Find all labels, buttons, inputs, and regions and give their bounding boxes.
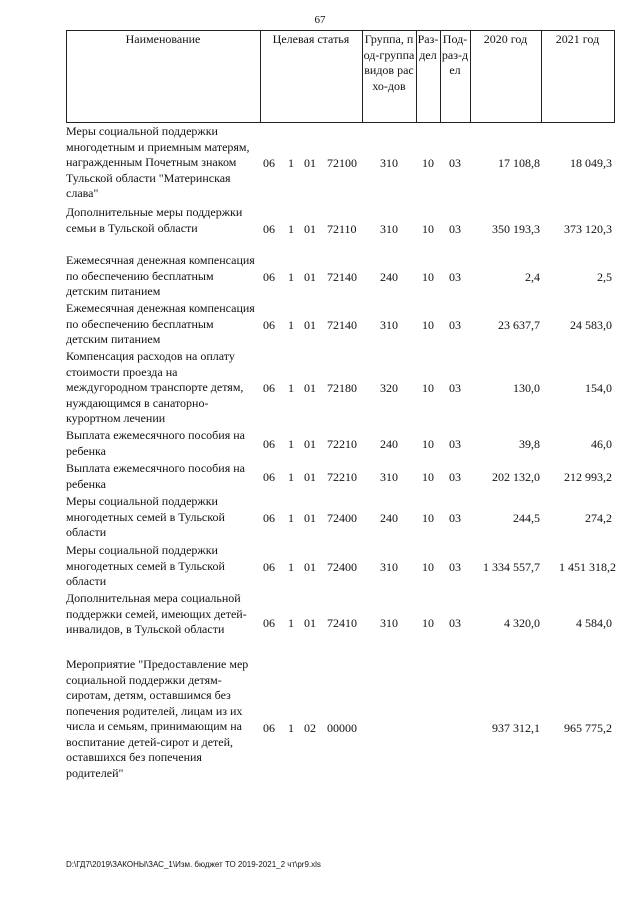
cell-program: 06 xyxy=(263,511,275,525)
cell-section: 10 xyxy=(422,381,434,395)
cell-group: 310 xyxy=(380,616,398,630)
cell-direction: 72410 xyxy=(327,616,357,630)
cell-section: 10 xyxy=(422,222,434,236)
header-name: Наименование xyxy=(125,32,201,46)
file-path-footer: D:\ГД7\2019\ЗАКОНЫ\ЗАС_1\Изм. бюджет ТО 2019-2021_2 чт\pr9.xls xyxy=(66,860,321,869)
cell-2020: 4 320,0 xyxy=(504,616,540,630)
cell-program: 06 xyxy=(263,470,275,484)
cell-event: 01 xyxy=(304,222,316,236)
table-top-border xyxy=(66,30,615,31)
cell-subprogram: 1 xyxy=(288,511,294,525)
cell-direction: 72140 xyxy=(327,270,357,284)
cell-2021: 965 775,2 xyxy=(564,721,612,735)
cell-subsection: 03 xyxy=(449,222,461,236)
header-2020: 2020 год xyxy=(483,32,528,46)
cell-event: 01 xyxy=(304,560,316,574)
cell-program: 06 xyxy=(263,270,275,284)
header-bottom-border xyxy=(66,122,615,123)
cell-subprogram: 1 xyxy=(288,560,294,574)
cell-2021: 154,0 xyxy=(585,381,612,395)
cell-program: 06 xyxy=(263,721,275,735)
cell-2020: 23 637,7 xyxy=(498,318,540,332)
cell-direction: 00000 xyxy=(327,721,357,735)
cell-subprogram: 1 xyxy=(288,270,294,284)
cell-direction: 72180 xyxy=(327,381,357,395)
cell-event: 01 xyxy=(304,156,316,170)
cell-program: 06 xyxy=(263,222,275,236)
cell-group: 310 xyxy=(380,560,398,574)
cell-subsection: 03 xyxy=(449,616,461,630)
row-name: Меры социальной поддержки многодетных семей в Тульской области xyxy=(66,543,225,588)
cell-event: 01 xyxy=(304,270,316,284)
cell-subprogram: 1 xyxy=(288,156,294,170)
cell-event: 02 xyxy=(304,721,316,735)
cell-program: 06 xyxy=(263,318,275,332)
header-section: Раз-дел xyxy=(417,32,439,62)
cell-subsection: 03 xyxy=(449,270,461,284)
col-divider xyxy=(614,30,615,123)
cell-direction: 72210 xyxy=(327,437,357,451)
cell-group: 310 xyxy=(380,318,398,332)
cell-program: 06 xyxy=(263,437,275,451)
cell-section: 10 xyxy=(422,511,434,525)
cell-2021: 24 583,0 xyxy=(570,318,612,332)
cell-subsection: 03 xyxy=(449,156,461,170)
cell-group: 310 xyxy=(380,222,398,236)
cell-direction: 72110 xyxy=(327,222,357,236)
row-name: Выплата ежемесячного пособия на ребенка xyxy=(66,428,245,458)
cell-section: 10 xyxy=(422,156,434,170)
cell-group: 240 xyxy=(380,270,398,284)
cell-program: 06 xyxy=(263,560,275,574)
cell-2020: 39,8 xyxy=(519,437,540,451)
row-name: Дополнительные меры поддержки семьи в Тульской области xyxy=(66,205,243,235)
cell-2020: 1 334 557,7 xyxy=(483,560,540,574)
cell-subsection: 03 xyxy=(449,560,461,574)
cell-program: 06 xyxy=(263,616,275,630)
cell-event: 01 xyxy=(304,470,316,484)
cell-section: 10 xyxy=(422,616,434,630)
cell-subsection: 03 xyxy=(449,470,461,484)
cell-group: 320 xyxy=(380,381,398,395)
page-number: 67 xyxy=(314,14,326,26)
cell-program: 06 xyxy=(263,156,275,170)
header-2021: 2021 год xyxy=(555,32,600,46)
cell-subsection: 03 xyxy=(449,437,461,451)
header-expense-group: Группа, под-группа видов расхо-дов xyxy=(363,32,415,93)
cell-section: 10 xyxy=(422,318,434,332)
cell-subsection: 03 xyxy=(449,318,461,332)
row-name: Компенсация расходов на оплату стоимости проезда на междугородном транспорте детям, нуждающимся в санаторно-курортном лечении xyxy=(66,349,244,425)
cell-direction: 72400 xyxy=(327,560,357,574)
cell-subprogram: 1 xyxy=(288,222,294,236)
cell-group: 240 xyxy=(380,437,398,451)
cell-2020: 937 312,1 xyxy=(492,721,540,735)
row-name: Дополнительная мера социальной поддержки семей, имеющих детей-инвалидов, в Тульской области xyxy=(66,591,247,636)
cell-2020: 244,5 xyxy=(513,511,540,525)
cell-2021: 2,5 xyxy=(597,270,612,284)
row-name: Выплата ежемесячного пособия на ребенка xyxy=(66,461,245,491)
header-target-article: Целевая статья xyxy=(272,32,350,46)
cell-subsection: 03 xyxy=(449,511,461,525)
cell-direction: 72400 xyxy=(327,511,357,525)
cell-subprogram: 1 xyxy=(288,470,294,484)
cell-subprogram: 1 xyxy=(288,616,294,630)
cell-group: 240 xyxy=(380,511,398,525)
cell-2021: 1 451 318,2 xyxy=(559,560,616,574)
cell-event: 01 xyxy=(304,437,316,451)
header-subsection: Под-раз-дел xyxy=(441,32,469,77)
cell-2021: 274,2 xyxy=(585,511,612,525)
cell-2021: 212 993,2 xyxy=(564,470,612,484)
cell-subsection: 03 xyxy=(449,381,461,395)
cell-event: 01 xyxy=(304,511,316,525)
cell-event: 01 xyxy=(304,318,316,332)
cell-2021: 4 584,0 xyxy=(576,616,612,630)
cell-2021: 373 120,3 xyxy=(564,222,612,236)
cell-group: 310 xyxy=(380,156,398,170)
cell-direction: 72100 xyxy=(327,156,357,170)
cell-section: 10 xyxy=(422,270,434,284)
cell-subprogram: 1 xyxy=(288,318,294,332)
row-name: Меры социальной поддержки многодетным и приемным матерям, награжденным Почетным знаком Тульской области "Материнская слава" xyxy=(66,124,250,200)
cell-direction: 72140 xyxy=(327,318,357,332)
cell-subprogram: 1 xyxy=(288,437,294,451)
cell-2020: 2,4 xyxy=(525,270,540,284)
row-name: Ежемесячная денежная компенсация по обеспечению бесплатным детским питанием xyxy=(66,301,255,346)
cell-event: 01 xyxy=(304,381,316,395)
cell-subprogram: 1 xyxy=(288,381,294,395)
row-name: Меры социальной поддержки многодетных семей в Тульской области xyxy=(66,494,225,539)
cell-section: 10 xyxy=(422,560,434,574)
cell-2021: 46,0 xyxy=(591,437,612,451)
cell-2020: 350 193,3 xyxy=(492,222,540,236)
cell-subprogram: 1 xyxy=(288,721,294,735)
cell-section: 10 xyxy=(422,437,434,451)
cell-program: 06 xyxy=(263,381,275,395)
cell-event: 01 xyxy=(304,616,316,630)
row-name: Мероприятие "Предоставление мер социальной поддержки детям-сиротам, детям, оставшимся без попечения родителей, лицам из их числа и семьям, принимающим на воспитание детей-сирот и детей, оставшихся без попечения родителей" xyxy=(66,657,249,780)
cell-2020: 17 108,8 xyxy=(498,156,540,170)
cell-2020: 130,0 xyxy=(513,381,540,395)
cell-2021: 18 049,3 xyxy=(570,156,612,170)
row-name: Ежемесячная денежная компенсация по обеспечению бесплатным детским питанием xyxy=(66,253,255,298)
cell-section: 10 xyxy=(422,470,434,484)
cell-2020: 202 132,0 xyxy=(492,470,540,484)
cell-direction: 72210 xyxy=(327,470,357,484)
cell-group: 310 xyxy=(380,470,398,484)
